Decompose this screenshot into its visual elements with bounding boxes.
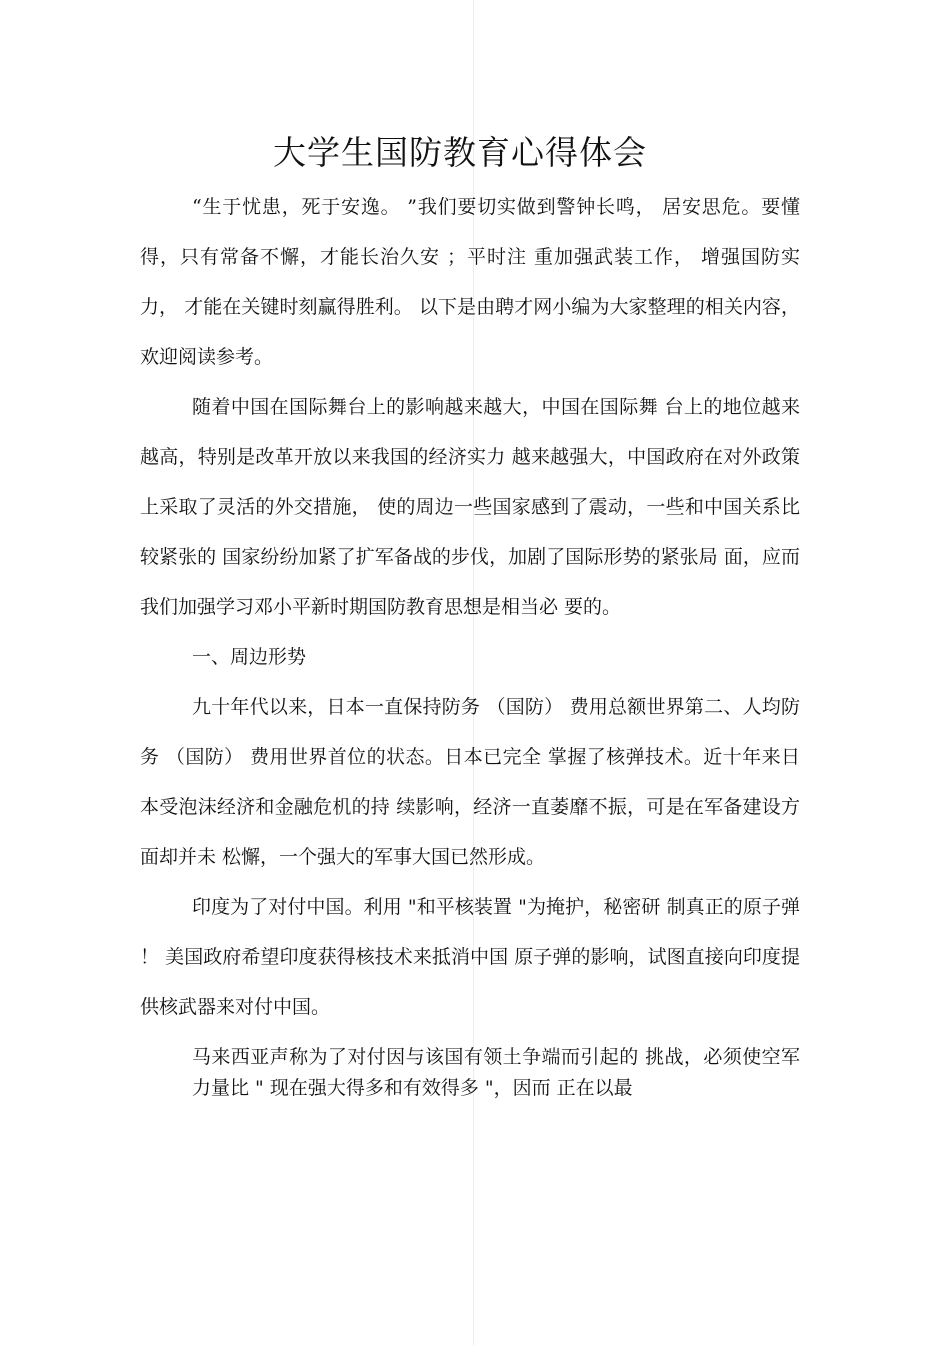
paragraph-india: 印度为了对付中国。利用 "和平核装置 "为掩护，秘密研 制真正的原子弹 ！ 美国政府希望印度获得核技术来抵消中国 原子弹的影响，试图直接向印度提供核武器来对付中国。 [140, 896, 800, 1018]
document-body [140, 182, 800, 1104]
paragraph-japan: 九十年代以来，日本一直保持防务 （国防） 费用总额世界第二、人均防务 （国防） 费用世界首位的状态。日本已完全 掌握了核弹技术。近十年来日本受泡沫经济和金融危机的持 续影响，经济一直萎靡不振，可是在军备建设方面却并未 松懈，一个强大的军事大国已然形成。 [140, 696, 800, 868]
paragraph-malaysia: 马来西亚声称为了对付因与该国有领土争端而引起的 挑战，必须使空军力量比 " 现在强大得多和有效得多 "，因而 正在以最 [192, 1046, 800, 1099]
paragraph-intro: “生于忧患，死于安逸。 ”我们要切实做到警钟长鸣， 居安思危。要懂得，只有常备不懈，才能长治久安 ；平时注 重加强武装工作， 增强国防实力， 才能在关键时刻赢得胜利。 以下是由聘才网小编为大家整理的相关内容，欢迎阅读参考。 [140, 196, 800, 368]
document-title: 大学生国防教育心得体会 [273, 133, 647, 172]
paragraph-background: 随着中国在国际舞台上的影响越来越大，中国在国际舞 台上的地位越来越高，特别是改革开放以来我国的经济实力 越来越强大，中国政府在对外政策上采取了灵活的外交措施， 使的周边一些国家感到了震动，一些和中国关系比较紧张的 国家纷纷加紧了扩军备战的步伐，加剧了国际形势的紧张局 面，应而我们加强学习邓小平新时期国防教育思想是相当必 要的。 [140, 396, 800, 618]
section-heading-surroundings: 一、周边形势 [192, 646, 307, 668]
